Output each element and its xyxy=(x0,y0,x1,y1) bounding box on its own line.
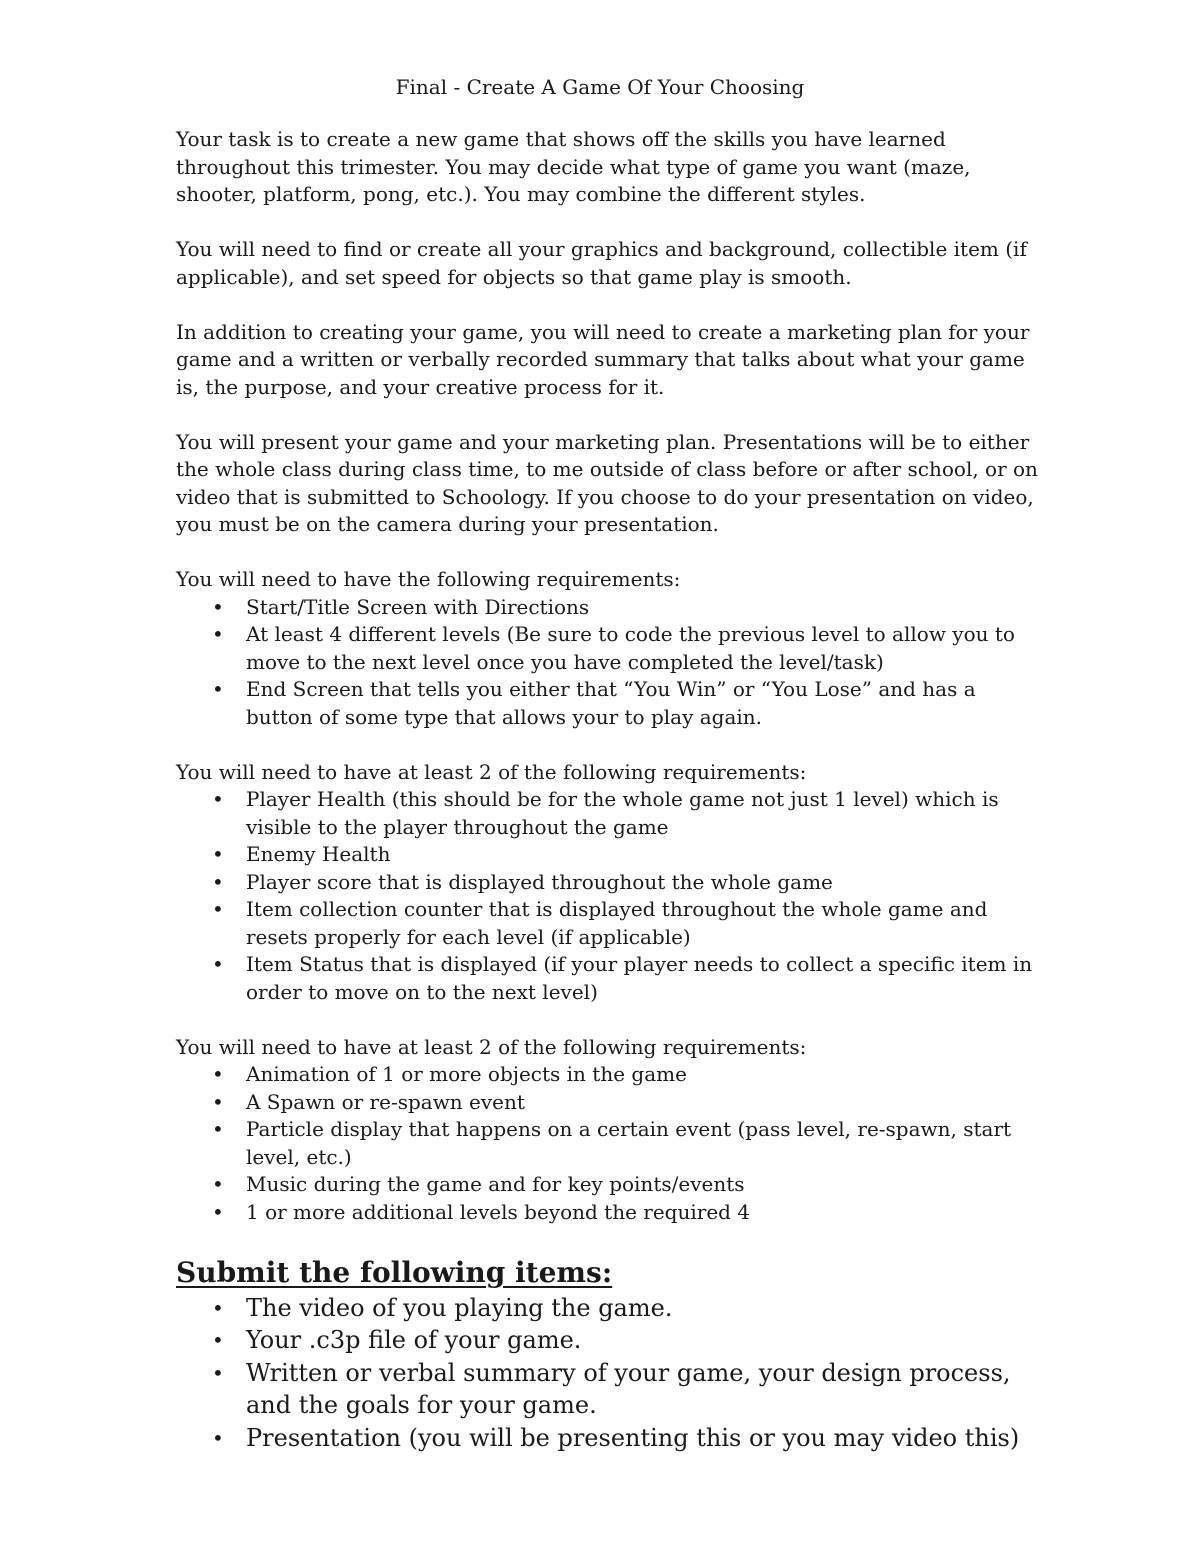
bullet-icon: • xyxy=(212,842,224,866)
list-item-text: Player score that is displayed throughout the whole game xyxy=(246,869,833,894)
list-item xyxy=(176,869,1046,897)
list-item xyxy=(176,621,1046,676)
bullet-icon: • xyxy=(212,1172,224,1196)
bullet-icon: • xyxy=(212,1328,224,1352)
list-item xyxy=(176,1292,1046,1325)
required-intro: You will need to have the following requirements: xyxy=(176,567,681,591)
bullet-icon: • xyxy=(212,952,224,976)
bullet-icon: • xyxy=(212,1425,224,1450)
list-item xyxy=(176,594,1046,622)
list-item xyxy=(176,786,1046,841)
list-item-text: Presentation (you will be presenting this or you may video this) xyxy=(246,1423,1020,1452)
list-item-text: 1 or more additional levels beyond the required 4 xyxy=(246,1199,751,1224)
choice-b-intro: You will need to have at least 2 of the following requirements: xyxy=(176,1034,807,1059)
paragraph-marketing: In addition to creating your game, you will need to create a marketing plan for your game and a written or verbally recorded summary that talks about what your game is, the purpose, and your creative process for it. xyxy=(176,319,1030,399)
choice-a-list xyxy=(176,786,1046,1006)
bullet-icon: • xyxy=(212,897,224,921)
list-item-text: Music during the game and for key points/events xyxy=(246,1172,745,1196)
paragraph-presentation: You will present your game and your marketing plan. Presentations will be to either the whole class during class time, to me outside of class before or after school, or on video that is submitted to Schoology. If you choose to do your presentation on video, you must be on the camera during your presentation. xyxy=(176,429,1038,536)
bullet-icon: • xyxy=(212,1360,224,1385)
bullet-icon: • xyxy=(212,677,224,701)
list-item-text: Your .c3p file of your game. xyxy=(246,1326,582,1354)
bullet-icon: • xyxy=(212,869,224,894)
list-item-text: A Spawn or re-spawn event xyxy=(246,1089,525,1114)
document-body xyxy=(176,126,1046,1454)
required-list xyxy=(176,594,1046,732)
list-item xyxy=(176,1422,1046,1455)
choice-b-list xyxy=(176,1061,1046,1226)
bullet-icon: • xyxy=(212,1295,224,1320)
list-item xyxy=(176,841,1046,869)
list-item-text: At least 4 different levels (Be sure to code the previous level to allow you to move to the next level once you have completed the level/task) xyxy=(246,622,1015,674)
list-item xyxy=(176,1324,1046,1357)
submit-heading: Submit the following items: xyxy=(176,1255,613,1289)
list-item-text: The video of you playing the game. xyxy=(246,1293,673,1322)
paragraph-task: Your task is to create a new game that shows off the skills you have learned throughout this trimester. You may decide what type of game you want (maze, shooter, platform, pong, etc.). You may combine the different styles. xyxy=(176,127,971,206)
bullet-icon: • xyxy=(212,622,224,646)
list-item xyxy=(176,676,1046,731)
list-item xyxy=(176,1171,1046,1199)
bullet-icon: • xyxy=(212,1117,224,1141)
bullet-icon: • xyxy=(212,594,224,619)
submit-list xyxy=(176,1292,1046,1455)
paragraph-graphics: You will need to find or create all your graphics and background, collectible item (if applicable), and set speed for objects so that game play is smooth. xyxy=(176,237,1027,289)
list-item xyxy=(176,1116,1046,1171)
list-item-text: Particle display that happens on a certain event (pass level, re-spawn, start level, etc.) xyxy=(246,1117,1012,1169)
list-item-text: Written or verbal summary of your game, your design process, and the goals for your game. xyxy=(246,1358,1011,1419)
list-item-text: Item Status that is displayed (if your player needs to collect a specific item in order to move on to the next level) xyxy=(246,952,1033,1004)
document-title: Final - Create A Game Of Your Choosing xyxy=(395,75,805,99)
list-item-text: Animation of 1 or more objects in the game xyxy=(246,1062,687,1086)
bullet-icon: • xyxy=(212,1199,224,1224)
list-item xyxy=(176,951,1046,1006)
bullet-icon: • xyxy=(212,1062,224,1086)
list-item xyxy=(176,1357,1046,1422)
list-item-text: Enemy Health xyxy=(246,842,391,866)
list-item-text: Start/Title Screen with Directions xyxy=(246,594,590,619)
bullet-icon: • xyxy=(212,1089,224,1114)
list-item-text: Player Health (this should be for the whole game not just 1 level) which is visible to the player throughout the game xyxy=(246,787,999,839)
choice-a-intro: You will need to have at least 2 of the following requirements: xyxy=(176,759,807,784)
list-item xyxy=(176,1089,1046,1117)
list-item xyxy=(176,896,1046,951)
list-item xyxy=(176,1061,1046,1089)
list-item-text: End Screen that tells you either that “You Win” or “You Lose” and has a button of some type that allows your to play again. xyxy=(246,677,976,729)
bullet-icon: • xyxy=(212,787,224,811)
list-item-text: Item collection counter that is displayed throughout the whole game and resets properly for each level (if applicable) xyxy=(246,897,988,949)
list-item xyxy=(176,1199,1046,1227)
